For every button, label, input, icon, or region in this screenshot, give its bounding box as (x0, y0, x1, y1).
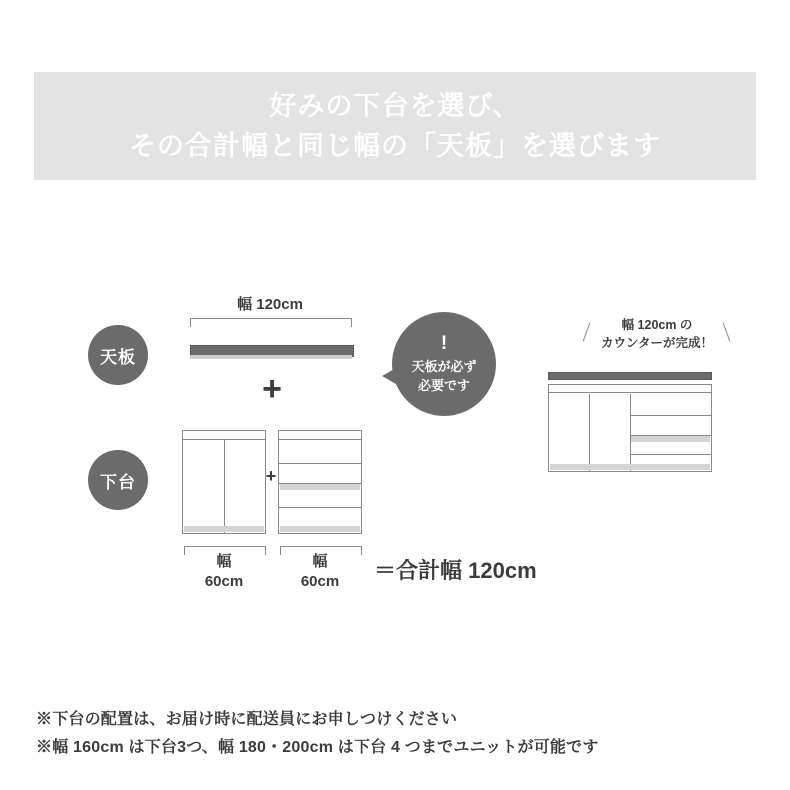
result-caption-line-2: カウンターが完成！ (600, 336, 713, 350)
top-board-dimension-label: 幅 120cm (237, 296, 303, 313)
banner-line-1: 好みの下台を選び、 (269, 91, 521, 121)
header-banner (34, 72, 756, 180)
top-board-dimension-bracket (190, 318, 352, 327)
cabinet-left-dimension-line-1: 幅 (216, 553, 232, 570)
result-cabinet-body (548, 384, 712, 472)
result-left-divider (589, 394, 590, 471)
cabinet-right (278, 430, 362, 534)
result-caption (592, 316, 722, 352)
result-caption-slash-right (723, 322, 731, 341)
cabinet-right-top-rail (279, 431, 361, 440)
total-width-label (374, 554, 537, 585)
warning-bubble-line-1: 天板が必ず (411, 358, 477, 374)
cabinet-left-base-shade (184, 526, 264, 532)
equals-operator: ＝ (374, 558, 397, 583)
footer-note-2: ※幅 160cm は下台3つ、幅 180・200cm は下台 4 つまでユニットが可能です (36, 739, 599, 756)
result-center-divider (630, 394, 631, 471)
cabinet-left-center-divider (224, 440, 225, 533)
result-drawer-shade (631, 436, 710, 442)
plus-operator-small: + (265, 466, 277, 486)
cabinet-right-drawer-line-1 (279, 463, 361, 464)
cabinet-right-drawer-line-3 (279, 507, 361, 508)
warning-bubble (392, 312, 496, 416)
cabinet-left-dimension-line-2: 60cm (204, 573, 244, 590)
cabinet-left (182, 430, 266, 534)
banner-line-2: その合計幅と同じ幅の「天板」を選びます (129, 131, 661, 161)
result-drawer-line-1 (630, 415, 712, 416)
label-base-cabinet: 下台 (88, 450, 148, 510)
result-top-board (548, 372, 712, 380)
warning-bubble-line-2: 必要です (417, 377, 470, 393)
total-width-value: 合計幅 120cm (396, 558, 537, 583)
result-drawer-line-3 (630, 454, 712, 455)
result-base-shade (550, 464, 710, 470)
footer-note-1: ※下台の配置は、お届け時に配送員にお申しつけください (36, 711, 458, 728)
cabinet-right-dimension-label (280, 552, 360, 592)
cabinet-right-drawer-shade (280, 484, 360, 490)
result-top-rail (549, 385, 711, 393)
cabinet-right-base-shade (280, 526, 360, 532)
label-top-board: 天板 (88, 325, 148, 385)
plus-operator-main: + (262, 370, 282, 408)
cabinet-left-top-rail (183, 431, 265, 440)
cabinet-right-dimension-line-1: 幅 (312, 553, 328, 570)
warning-icon: ! (440, 332, 448, 354)
cabinet-right-dimension-line-2: 60cm (300, 573, 340, 590)
result-caption-slash-left (583, 322, 591, 341)
top-board-shadow (190, 355, 352, 359)
cabinet-left-dimension-label (184, 552, 264, 592)
result-caption-line-1: 幅 120cm の (621, 318, 693, 332)
